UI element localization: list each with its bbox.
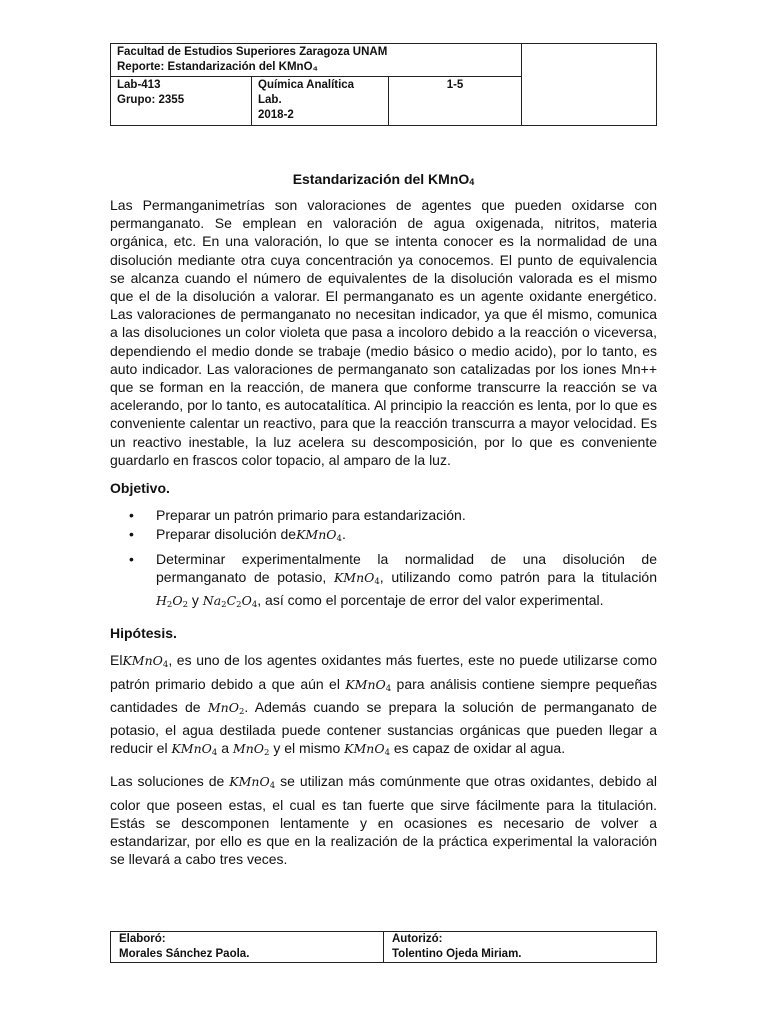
hypothesis-heading: Hipótesis. — [110, 625, 177, 642]
authorized-by-label: Autorizó: — [392, 933, 443, 945]
page-title-text: Estandarización del KMnO — [292, 171, 470, 187]
lab-cell — [111, 77, 252, 126]
formula-mno2: MnO$_2$ — [207, 699, 245, 717]
document-body — [110, 196, 657, 869]
made-by-label: Elaboró: — [119, 933, 166, 945]
header-title-cell — [111, 44, 522, 77]
lab-number: Lab-413 — [117, 79, 161, 92]
formula-kmno4: KMnO$_4$ — [344, 741, 390, 759]
objective-item-1: • Preparar un patrón primario para estandarización. — [129, 507, 466, 524]
hypothesis-paragraph-1: ElKMnO$_4$, es uno de los agentes oxidantes más fuertes, este no puede utilizarse como patrón primario debido a que aún el KMnO$_4$ para análisis contiene siempre pequeñas cantidades de MnO$_2$. Además cuando se prepara la solución de permanganato de potasio, el agua destilada puede contener sustancias orgánicas que pueden llegar a reducir el KMnO$_4$ a MnO$_2$ y el mismo KMnO$_4$ es capaz de oxidar al agua. — [110, 652, 657, 759]
objective-item-2: • Preparar disolución deKMnO$_4$. — [129, 526, 346, 545]
institution-name: Facultad de Estudios Superiores Zaragoza UNAM — [117, 46, 388, 58]
formula-kmno4: KMnO$_4$ — [171, 741, 218, 759]
page-number: 1-5 — [446, 79, 464, 92]
objective-item-3: • Determinar experimentalmente la normalidad de una disolución de permanganato de potasio, KMnO$_4$, utilizando como patrón para la titulación $H_2O_2$ y $Na_2C_2O_4$, así como el porcentaje de error del valor experimental. — [129, 550, 657, 611]
subject-cell — [252, 77, 389, 126]
authorized-by-name: Tolentino Ojeda Miriam. — [392, 948, 522, 960]
formula-h2o2: $H_2O_2$ — [156, 593, 188, 611]
report-title: Reporte: Estandarización del KMnO₄ — [117, 61, 319, 73]
intro-paragraph: Las Permanganimetrías son valoraciones de agentes que pueden oxidarse con permanganato. Se emplean en valoración de agua oxigenada, nitritos, materia orgánica, etc. En una valoración, lo que se intenta conocer es la normalidad de una disolución mediante otra cuya concentración ya conocemos. El punto de equivalencia se alcanza cuando el número de equivalentes de la disolución valorada es el mismo que el de la disolución a valorar. El permanganato es un agente oxidante energético. Las valoraciones de permanganato no necesitan indicador, ya que él mismo, comunica a las disoluciones un color violeta que pasa a incoloro debido a la reacción o viceversa, dependiendo el medio donde se trabaje (medio básico o medio acido), por lo tanto, es auto indicador. Las valoraciones de permanganato son catalizadas por los iones Mn++ que se forman en la reacción, de manera que conforme transcurre la reacción se va acelerando, por lo tanto, es autocatalítica. Al principio la reacción es lenta, por lo que es conveniente calentar un reactivo, para que la reacción transcurra a mayor velocidad. Es un reactivo inestable, la luz acelera su descomposición, por lo que es conveniente guardarlo en frascos color topacio, al amparo de la luz. — [110, 197, 657, 468]
subject-name: Química Analítica — [258, 79, 355, 92]
header-table — [110, 43, 657, 126]
made-by-name: Morales Sánchez Paola. — [119, 948, 250, 960]
formula-kmno4: KMnO$_4$ — [345, 676, 392, 694]
page-title-subscript: 4 — [469, 177, 475, 187]
page-title — [110, 171, 657, 187]
page-cell — [389, 77, 522, 126]
group-number: Grupo: 2355 — [117, 94, 185, 107]
formula-kmno4: KMnO$_4$ — [122, 653, 169, 671]
bullet-icon: • — [129, 507, 134, 524]
header-blank-cell — [522, 44, 657, 126]
objective-list — [110, 506, 657, 614]
authorized-by-cell — [384, 932, 657, 963]
formula-kmno4: KMnO$_4$ — [229, 774, 276, 792]
formula-na2c2o4: $Na_2C_2O_4$ — [202, 593, 258, 611]
formula-kmno4: KMnO$_4$ — [296, 527, 342, 545]
bullet-icon: • — [129, 526, 134, 543]
made-by-cell — [111, 932, 384, 963]
objective-heading: Objetivo. — [110, 480, 170, 497]
formula-kmno4: KMnO$_4$ — [333, 569, 380, 587]
footer-table — [110, 931, 657, 963]
bullet-icon: • — [129, 550, 134, 567]
hypothesis-paragraph-2: Las soluciones de KMnO$_4$ se utilizan más comúnmente que otras oxidantes, debido al color que poseen estas, el cual es tan fuerte que sirve fácilmente para la titulación. Estás se descomponen lentamente y en ocasiones es necesario de volver a estandarizar, por ello es que en la realización de la práctica experimental la valoración se llevará a cabo tres veces. — [110, 773, 657, 868]
formula-mno2: MnO$_2$ — [232, 741, 270, 759]
subject-type: Lab. — [258, 94, 282, 107]
semester: 2018-2 — [258, 109, 294, 122]
